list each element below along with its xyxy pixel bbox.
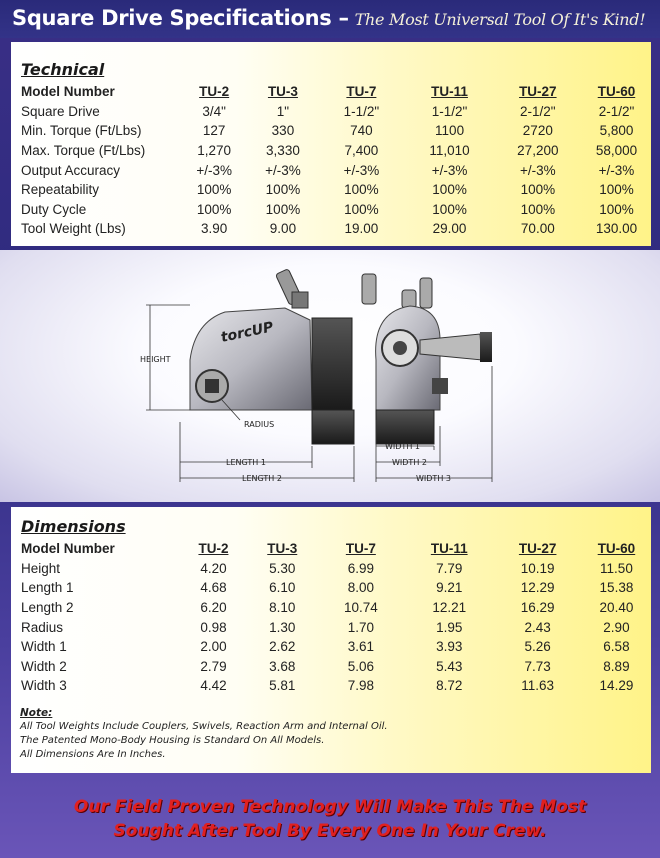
technical-section-title: Technical xyxy=(21,60,105,79)
table-cell: 4.20 xyxy=(200,560,227,576)
col-header-tu27: TU-27 xyxy=(518,541,557,557)
col-header-tu60: TU-60 xyxy=(597,541,636,557)
col-header-tu11: TU-11 xyxy=(431,84,468,100)
table-cell: 6.10 xyxy=(269,580,296,596)
table-cell: 1.30 xyxy=(269,619,296,635)
row-label: Length 1 xyxy=(21,580,74,596)
table-row xyxy=(21,598,651,618)
table-cell: 16.29 xyxy=(520,600,555,616)
side-view xyxy=(190,269,354,444)
table-cell: 2.43 xyxy=(524,619,551,635)
table-row xyxy=(21,102,651,122)
table-cell: 15.38 xyxy=(599,580,634,596)
table-cell: 12.29 xyxy=(520,580,555,596)
table-cell: 8.00 xyxy=(347,580,374,596)
table-cell: 1-1/2" xyxy=(343,103,380,119)
table-cell: 100% xyxy=(265,201,301,217)
footer-slogan xyxy=(0,795,660,843)
table-row xyxy=(21,559,651,579)
table-cell: 100% xyxy=(265,182,301,198)
footer-line-1: Our Field Proven Technology Will Make This The Most xyxy=(73,797,587,817)
table-cell: 10.74 xyxy=(343,600,378,616)
table-cell: 330 xyxy=(271,123,295,139)
row-label: Width 1 xyxy=(21,639,67,655)
table-cell: 8.89 xyxy=(603,658,630,674)
table-cell: 100% xyxy=(432,201,467,217)
technical-table xyxy=(21,82,651,239)
row-label: Output Accuracy xyxy=(21,162,121,178)
table-cell: 2.62 xyxy=(269,639,296,655)
table-cell: 1-1/2" xyxy=(431,103,468,119)
table-cell: 12.21 xyxy=(432,600,467,616)
label-width1: WIDTH 1 xyxy=(385,442,420,451)
table-row xyxy=(21,141,651,161)
table-cell: 29.00 xyxy=(432,221,467,237)
table-cell: 7.73 xyxy=(524,658,551,674)
table-cell: +/-3% xyxy=(598,162,635,178)
table-cell: 3.90 xyxy=(201,221,228,237)
row-label: Width 2 xyxy=(21,658,67,674)
table-cell: 2.90 xyxy=(603,619,630,635)
table-row xyxy=(21,617,651,637)
table-cell: 5.81 xyxy=(269,678,296,694)
dimensions-header-row xyxy=(21,539,651,559)
table-row xyxy=(21,637,651,657)
row-label: Tool Weight (Lbs) xyxy=(21,221,126,237)
brand-logo: torcUP xyxy=(219,319,275,346)
table-cell: 6.99 xyxy=(347,560,374,576)
row-label: Width 3 xyxy=(21,678,67,694)
table-cell: 7,400 xyxy=(344,143,379,159)
label-height: HEIGHT xyxy=(140,355,171,364)
table-cell: 4.68 xyxy=(200,580,227,596)
table-cell: 2.79 xyxy=(200,658,227,674)
table-cell: 100% xyxy=(432,182,467,198)
table-cell: 5,800 xyxy=(599,123,634,139)
row-label: Radius xyxy=(21,619,64,635)
row-label: Length 2 xyxy=(21,600,74,616)
table-cell: 27,200 xyxy=(517,143,559,159)
label-width3: WIDTH 3 xyxy=(416,474,451,483)
table-cell: 3,330 xyxy=(266,143,300,159)
row-label: Square Drive xyxy=(21,103,100,119)
label-length2: LENGTH 2 xyxy=(242,474,282,483)
table-cell: 2-1/2" xyxy=(520,103,556,119)
table-cell: 100% xyxy=(196,201,232,217)
table-cell: 70.00 xyxy=(520,221,555,237)
table-row xyxy=(21,578,651,598)
row-label: Repeatability xyxy=(21,182,100,198)
page-title xyxy=(12,6,645,30)
table-cell: 2-1/2" xyxy=(598,103,635,119)
table-cell: +/-3% xyxy=(196,162,232,178)
table-cell: +/-3% xyxy=(265,162,301,178)
notes-block xyxy=(20,706,580,762)
col-header-tu7: TU-7 xyxy=(345,541,376,557)
table-cell: 5.06 xyxy=(347,658,374,674)
table-row xyxy=(21,676,651,696)
table-row xyxy=(21,180,651,200)
label-width2: WIDTH 2 xyxy=(392,458,427,467)
table-cell: +/-3% xyxy=(520,162,556,178)
table-cell: 3.93 xyxy=(436,639,463,655)
note-line: The Patented Mono-Body Housing is Standard On All Models. xyxy=(20,735,325,746)
note-title: Note: xyxy=(20,707,53,719)
dimensions-table xyxy=(21,539,651,696)
front-view xyxy=(362,274,492,444)
table-cell: 1" xyxy=(276,103,290,119)
table-cell: 100% xyxy=(520,182,556,198)
table-cell: 2.00 xyxy=(200,639,227,655)
col-header-tu60: TU-60 xyxy=(597,84,636,100)
table-row xyxy=(21,219,651,239)
table-cell: 7.79 xyxy=(436,560,463,576)
table-cell: 11.63 xyxy=(521,678,555,694)
col-header-tu27: TU-27 xyxy=(519,84,557,100)
table-cell: 0.98 xyxy=(200,619,227,635)
table-cell: 100% xyxy=(344,201,379,217)
table-cell: 5.30 xyxy=(269,560,296,576)
page-header xyxy=(0,0,660,38)
table-cell: 11.50 xyxy=(600,560,633,576)
table-cell: 58,000 xyxy=(595,143,638,159)
table-row xyxy=(21,121,651,141)
tool-dimension-drawing xyxy=(0,250,660,502)
row-label: Duty Cycle xyxy=(21,201,87,217)
table-cell: 1100 xyxy=(435,123,465,139)
page-subtitle: The Most Universal Tool Of It's Kind! xyxy=(354,10,646,29)
col-header-tu11: TU-11 xyxy=(430,541,468,557)
col-header-model: Model Number xyxy=(21,541,115,557)
table-cell: 3.61 xyxy=(347,639,374,655)
table-cell: 19.00 xyxy=(344,221,379,237)
table-cell: 5.43 xyxy=(436,658,463,674)
table-cell: 100% xyxy=(196,182,232,198)
table-cell: 9.21 xyxy=(436,580,463,596)
table-row xyxy=(21,160,651,180)
note-line: All Tool Weights Include Couplers, Swivels, Reaction Arm and Internal Oil. xyxy=(20,721,388,732)
table-cell: 740 xyxy=(350,123,373,139)
table-cell: 100% xyxy=(344,182,379,198)
table-row xyxy=(21,200,651,220)
table-cell: 7.98 xyxy=(347,678,374,694)
note-line: All Dimensions Are In Inches. xyxy=(20,749,166,760)
table-cell: 9.00 xyxy=(269,221,297,237)
col-header-tu3: TU-3 xyxy=(267,541,298,557)
table-cell: +/-3% xyxy=(431,162,468,178)
table-cell: 1,270 xyxy=(197,143,232,159)
table-cell: 6.58 xyxy=(603,639,630,655)
table-cell: 127 xyxy=(202,123,226,139)
table-cell: 8.72 xyxy=(436,678,463,694)
technical-header-row xyxy=(21,82,651,102)
table-cell: +/-3% xyxy=(343,162,380,178)
table-cell: 4.42 xyxy=(200,678,227,694)
table-cell: 20.40 xyxy=(599,600,634,616)
title-text: Square Drive Specifications – xyxy=(12,6,349,30)
col-header-tu2: TU-2 xyxy=(198,541,229,557)
table-row xyxy=(21,657,651,677)
table-cell: 5.26 xyxy=(524,639,551,655)
table-cell: 6.20 xyxy=(200,600,227,616)
table-cell: 2720 xyxy=(522,123,553,139)
row-label: Height xyxy=(21,560,61,576)
table-cell: 1.95 xyxy=(436,619,463,635)
label-length1: LENGTH 1 xyxy=(226,458,266,467)
row-label: Min. Torque (Ft/Lbs) xyxy=(21,123,142,139)
col-header-model: Model Number xyxy=(21,84,115,100)
dimensions-section-title: Dimensions xyxy=(21,517,126,536)
table-cell: 100% xyxy=(599,201,634,217)
col-header-tu2: TU-2 xyxy=(199,84,230,100)
table-cell: 100% xyxy=(520,201,556,217)
table-cell: 3.68 xyxy=(269,658,296,674)
col-header-tu7: TU-7 xyxy=(346,84,377,100)
tool-drawing-area xyxy=(0,250,660,502)
table-cell: 130.00 xyxy=(595,221,638,237)
table-cell: 8.10 xyxy=(269,600,296,616)
table-cell: 3/4" xyxy=(202,103,226,119)
footer-line-2: Sought After Tool By Every One In Your Crew. xyxy=(113,821,547,841)
table-cell: 100% xyxy=(599,182,634,198)
row-label: Max. Torque (Ft/Lbs) xyxy=(21,143,146,159)
table-cell: 10.19 xyxy=(520,560,555,576)
table-cell: 1.70 xyxy=(347,619,374,635)
technical-panel xyxy=(11,42,651,246)
table-cell: 14.29 xyxy=(599,678,634,694)
label-radius: RADIUS xyxy=(244,420,275,429)
table-cell: 11,010 xyxy=(429,143,470,159)
col-header-tu3: TU-3 xyxy=(267,84,298,100)
